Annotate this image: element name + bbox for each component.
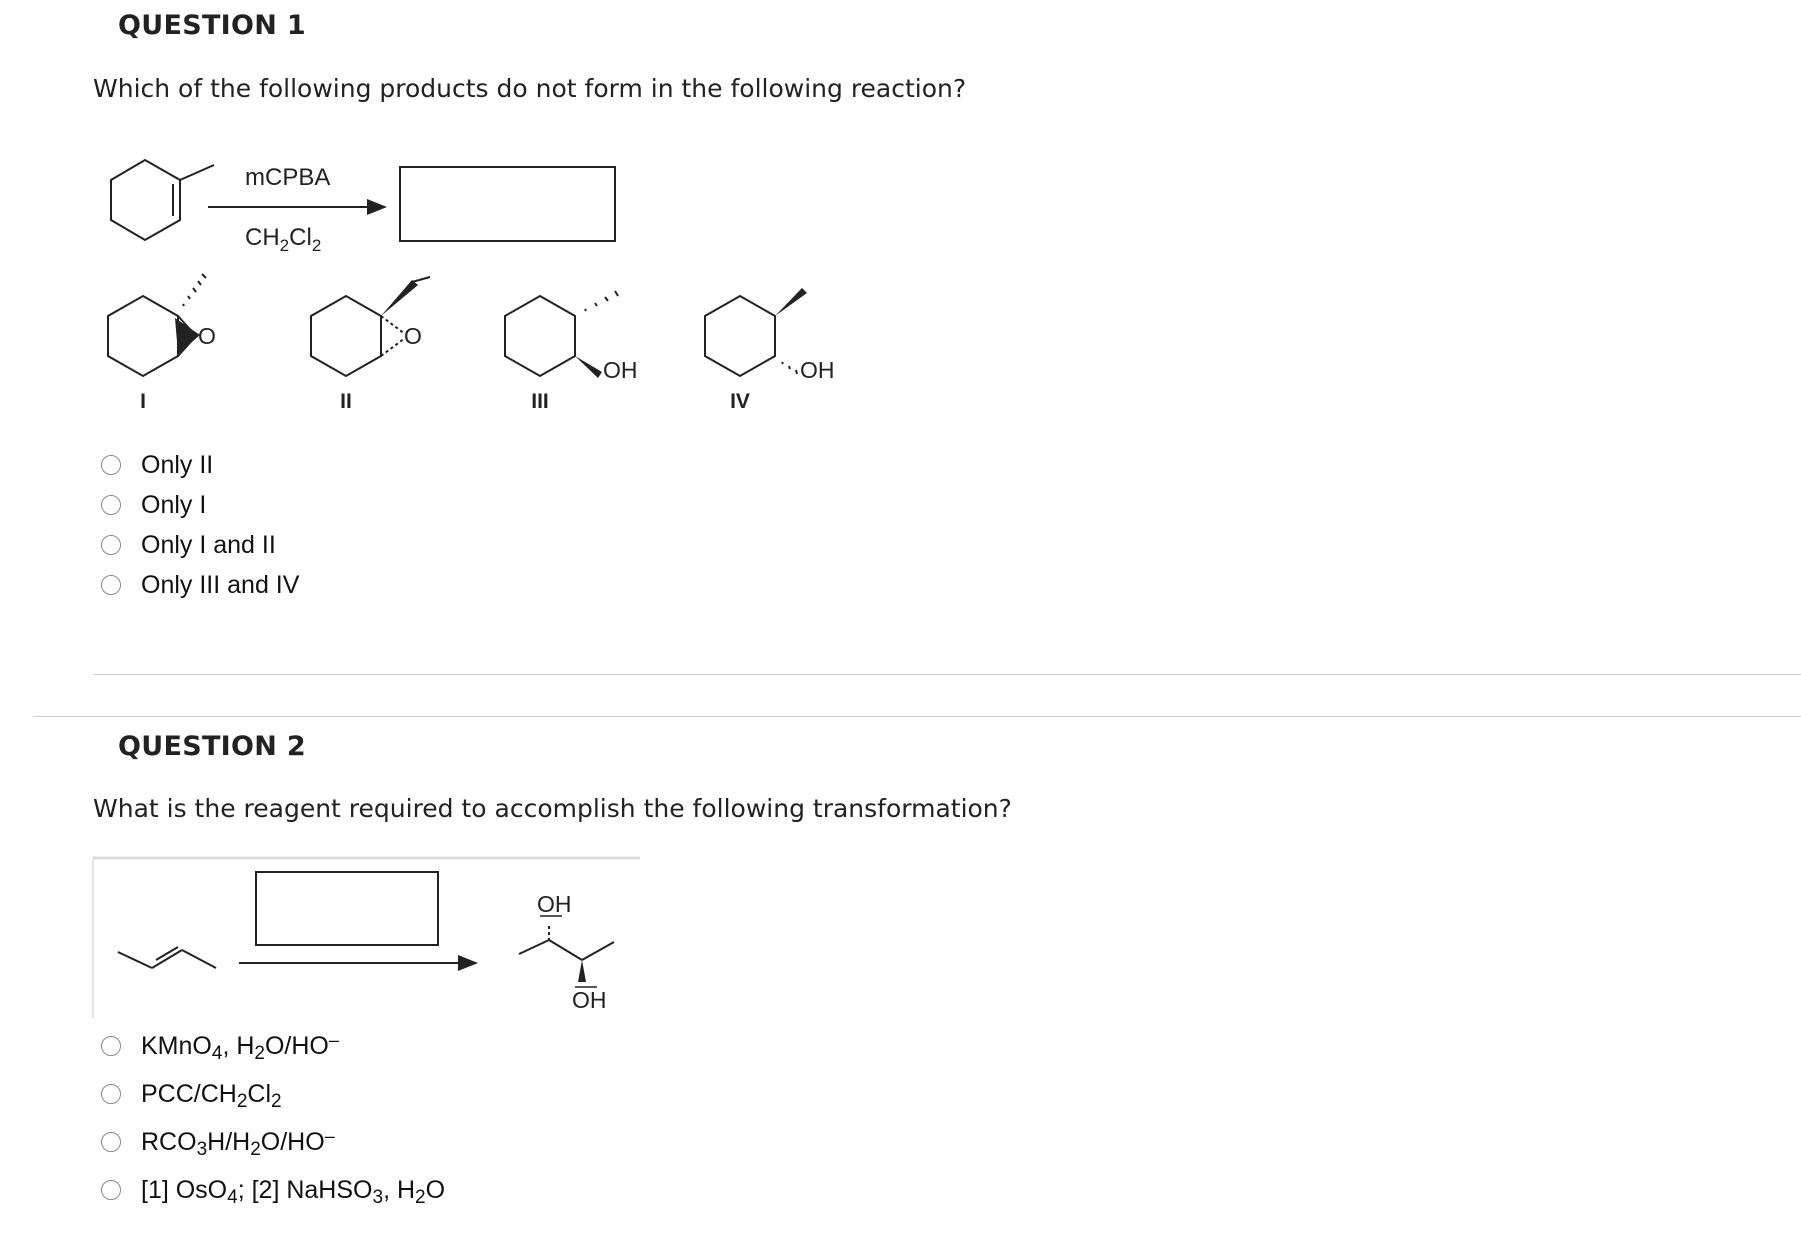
radio-button[interactable] bbox=[101, 535, 121, 555]
question-1-title: QUESTION 1 bbox=[118, 10, 306, 41]
option-label: Only I and II bbox=[141, 530, 276, 559]
radio-button[interactable] bbox=[101, 1132, 121, 1152]
radio-button[interactable] bbox=[101, 1180, 121, 1200]
q1-option[interactable] bbox=[101, 567, 299, 603]
product-ii-structure bbox=[311, 277, 430, 376]
q2-option[interactable] bbox=[101, 1028, 339, 1064]
product-label-ii: II bbox=[340, 390, 352, 413]
question-1-text: Which of the following products do not form in the following reaction? bbox=[93, 74, 967, 103]
radio-button[interactable] bbox=[101, 1084, 121, 1104]
q1-option[interactable] bbox=[101, 487, 206, 523]
q2-option[interactable] bbox=[101, 1076, 282, 1112]
radio-button[interactable] bbox=[101, 455, 121, 475]
q1-option[interactable] bbox=[101, 527, 276, 563]
option-label: Only II bbox=[141, 450, 214, 479]
oh-top-label: OH bbox=[537, 891, 572, 917]
product-label-iii: III bbox=[531, 390, 549, 413]
product-answer-box bbox=[400, 167, 615, 241]
option-label: PCC/$CH_2Cl_2$ bbox=[141, 1079, 282, 1112]
q1-reaction-scheme bbox=[0, 140, 900, 420]
svg-text:OH: OH bbox=[800, 357, 835, 383]
product-label-iv: IV bbox=[730, 390, 750, 413]
svg-text:O: O bbox=[404, 323, 422, 349]
product-label-i: I bbox=[140, 390, 146, 413]
q2-reaction-scheme bbox=[80, 850, 650, 1020]
question-divider bbox=[93, 674, 1801, 675]
option-label: [1] OsO$_4$; [2] NaHSO$_3$, $H_2O$ bbox=[141, 1175, 446, 1208]
product-iv-structure bbox=[705, 288, 835, 383]
q2-option[interactable] bbox=[101, 1124, 335, 1160]
reagent-bottom: $CH_2Cl_2$ bbox=[245, 224, 322, 255]
oh-bottom-label: OH bbox=[572, 987, 607, 1013]
q1-option[interactable] bbox=[101, 447, 213, 483]
starting-material-structure bbox=[111, 160, 214, 240]
radio-button[interactable] bbox=[101, 1036, 121, 1056]
alkene-structure bbox=[118, 947, 216, 968]
option-label: Only III and IV bbox=[141, 570, 300, 599]
reagent-answer-box bbox=[256, 872, 438, 945]
question-separator bbox=[33, 716, 1801, 717]
option-label: $RCO_3H/H_2O/HO^-$ bbox=[141, 1125, 335, 1160]
q2-option[interactable] bbox=[101, 1172, 445, 1208]
svg-text:O: O bbox=[198, 323, 216, 349]
option-label: KMnO$_4$, $H_2O/HO^-$ bbox=[141, 1029, 339, 1064]
question-2-text: What is the reagent required to accomplish the following transformation? bbox=[93, 794, 1012, 823]
option-label: Only I bbox=[141, 490, 207, 519]
svg-text:OH: OH bbox=[603, 357, 638, 383]
reagent-top: mCPBA bbox=[245, 164, 331, 191]
radio-button[interactable] bbox=[101, 495, 121, 515]
diol-product-structure bbox=[519, 891, 614, 1013]
radio-button[interactable] bbox=[101, 575, 121, 595]
question-2-title: QUESTION 2 bbox=[118, 731, 306, 762]
product-i-structure bbox=[108, 274, 216, 376]
product-iii-structure bbox=[505, 291, 638, 383]
